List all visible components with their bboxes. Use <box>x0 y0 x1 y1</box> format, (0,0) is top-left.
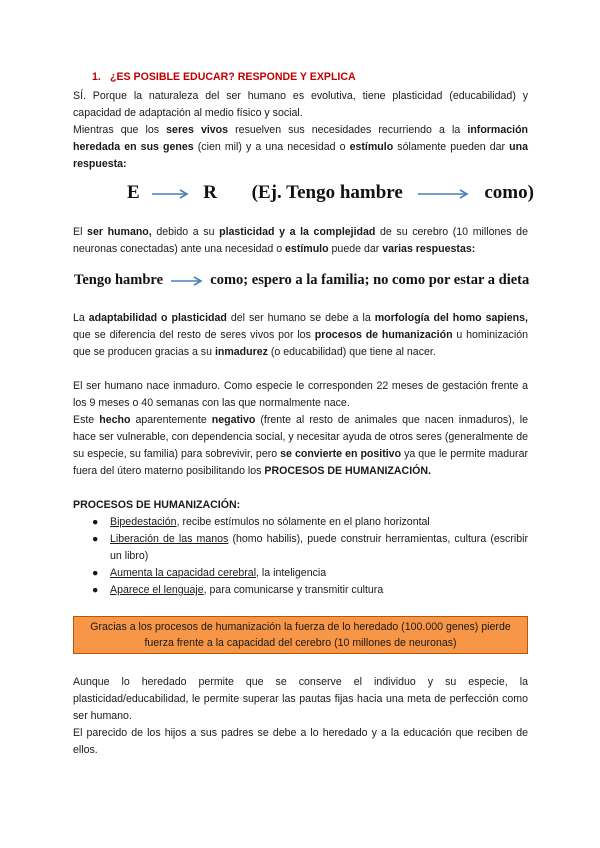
bold-run: hecho <box>99 414 131 426</box>
bold-run: se convierte en positivo <box>280 448 402 460</box>
para5-line1: El ser humano nace inmaduro. Como especie le corresponden 22 meses de gestación frente <box>73 380 519 392</box>
text-run: que se diferencia del resto de seres vivos por los <box>73 329 315 341</box>
bullet-icon: ● <box>92 584 99 596</box>
paragraph-3 <box>73 224 528 258</box>
bold-run: negativo <box>211 414 256 426</box>
list-item <box>92 514 528 531</box>
text-run: del ser humano se debe a la <box>226 312 375 324</box>
paragraph-1 <box>73 88 528 122</box>
paragraph-2 <box>73 122 528 173</box>
list-item-text: , recibe estímulos no sólamente en el plano horizontal <box>176 516 430 528</box>
bold-run: estímulo <box>349 141 394 153</box>
text-run: de su cerebro (10 millones de neuronas conectadas) ante una necesidad o <box>73 226 528 255</box>
list-item <box>92 531 528 565</box>
text-run: puede dar <box>328 243 383 255</box>
para1-line2: capacidad de adaptación al medio físico y social. <box>73 107 303 119</box>
highlight-box <box>73 616 528 654</box>
right-arrow-icon <box>169 275 205 287</box>
list-item-underlined: Bipedestación <box>110 516 177 528</box>
section-heading <box>92 71 356 83</box>
paragraph-5 <box>73 378 528 412</box>
para5-line2: a los 9 meses o 40 semanas con las que normalmente nace. <box>73 380 528 409</box>
paragraph-6 <box>73 412 528 480</box>
procesos-title: PROCESOS DE HUMANIZACIÓN: <box>73 499 241 511</box>
highlight-box-line1: Gracias a los procesos de humanización la fuerza de lo heredado (100.000 genes) pierde <box>90 621 511 633</box>
bullet-icon: ● <box>92 516 99 528</box>
list-item <box>92 565 528 582</box>
heading-number: 1. <box>92 71 101 83</box>
list-item-text: , para comunicarse y transmitir cultura <box>203 584 384 596</box>
text-run: Este <box>73 414 100 426</box>
bold-run: una respuesta: <box>73 141 529 170</box>
list-item-underlined: Liberación de las manos <box>110 533 229 545</box>
formula-varias-respuestas <box>74 272 529 289</box>
highlight-box-line2: fuerza frente a la capacidad del cerebro (10 millones de neuronas) <box>144 637 457 649</box>
text-run: debido a su <box>151 226 220 238</box>
bold-run: morfología del homo sapiens, <box>374 312 528 324</box>
list-item <box>92 582 528 599</box>
text-run: (frente al resto de animales que nacen inmaduros), le hace ser vulnerable, con dependencia social, y necesitar ayuda de otros seres (generalmente de su especie, su familia) para sobrevivir, pero <box>73 414 528 460</box>
para1-line1: SÍ. Porque la naturaleza del ser humano es evolutiva, tiene plasticidad (educabilidad) y <box>73 90 528 102</box>
text-run: (o educabilidad) que tiene al nacer. <box>267 346 436 358</box>
formula2-end: como; espero a la familia; no como por estar a dieta <box>210 272 530 288</box>
bold-run: varias respuestas: <box>382 243 476 255</box>
text-run: ya que le permite madurar fuera del útero materno posibilitando los <box>73 448 528 477</box>
text-run: aparentemente <box>130 414 212 426</box>
bold-run: plasticidad y a la complejidad <box>219 226 376 238</box>
formula-end: como) <box>484 182 534 203</box>
list-item-underlined: Aparece el lenguaje <box>110 584 204 596</box>
list-item-text: , la inteligencia <box>256 567 327 579</box>
text-run: sólamente pueden dar <box>393 141 510 153</box>
procesos-list <box>92 514 528 599</box>
bold-run: información heredada en sus genes <box>73 124 529 153</box>
formula2-start: Tengo hambre <box>74 272 164 288</box>
bold-run: seres vivos <box>166 124 229 136</box>
text-run: El <box>73 226 88 238</box>
bold-run: procesos de humanización <box>314 329 453 341</box>
text-run: La <box>73 312 89 324</box>
text-run: (cien mil) y a una necesidad o <box>193 141 350 153</box>
bullet-icon: ● <box>92 533 99 545</box>
formula-example: (Ej. Tengo hambre <box>251 182 403 203</box>
list-item-text: (homo habilis), puede construir herramientas, cultura (escribir un libro) <box>110 533 528 562</box>
text-run: Mientras que los <box>73 124 167 136</box>
bullet-icon: ● <box>92 567 99 579</box>
bold-run: ser humano, <box>87 226 152 238</box>
formula-e: E <box>127 182 140 203</box>
paragraph-7: Aunque lo heredado permite que se conserve el individuo y su especie, la plasticidad/educabilidad, le permite superar las pautas fijas hacia una meta de perfección como ser humano. <box>73 676 528 722</box>
formula-stimulus-response <box>127 182 534 204</box>
bold-run: PROCESOS DE HUMANIZACIÓN. <box>264 465 431 477</box>
heading-text: ¿ES POSIBLE EDUCAR? RESPONDE Y EXPLICA <box>110 71 356 83</box>
text-run: resuelven sus necesidades recurriendo a la <box>228 124 468 136</box>
list-item-underlined: Aumenta la capacidad cerebral <box>110 567 257 579</box>
right-arrow-icon <box>416 188 472 200</box>
paragraph-8: El parecido de los hijos a sus padres se debe a lo heredado y a la educación que reciben de ellos. <box>73 727 528 756</box>
bold-run: estímulo <box>285 243 329 255</box>
bold-run: inmadurez <box>214 346 268 358</box>
formula-r: R <box>203 182 217 203</box>
right-arrow-icon <box>150 188 192 200</box>
bold-run: adaptabilidad o plasticidad <box>88 312 227 324</box>
text-run: u hominización que se producen gracias a su <box>73 329 528 358</box>
paragraph-4 <box>73 310 528 361</box>
